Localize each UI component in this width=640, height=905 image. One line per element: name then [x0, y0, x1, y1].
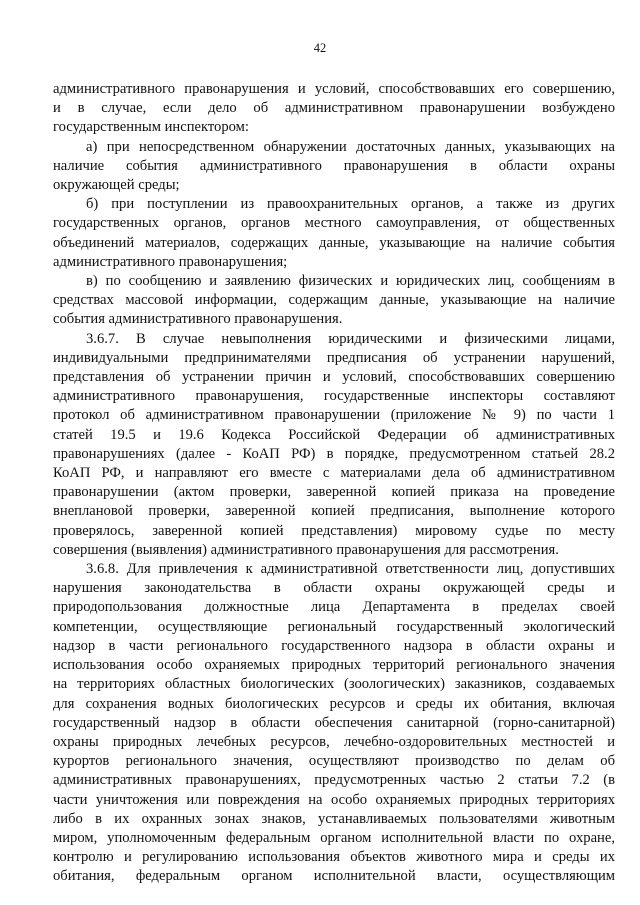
text-line: события административного правонарушения.: [53, 311, 343, 328]
text-line: компетенции, осуществляющие региональный государственный экологический: [53, 618, 615, 635]
text-line: внеплановой проверки, заверенной копией предписания, выполнение которого: [53, 503, 615, 520]
text-line: в) по сообщению и заявлению физических и юридических лиц, сообщениям в: [86, 273, 615, 290]
text-line: административного правонарушения, государственные инспекторы составляют: [53, 388, 615, 405]
text-line: совершения (выявления) административного правонарушения для рассмотрения.: [53, 541, 559, 558]
text-line: части уничтожения или повреждения на особо охраняемых природных территориях: [53, 791, 615, 808]
text-line: надзор в части регионального государственного надзора в области охраны и: [53, 637, 615, 654]
paragraph: [53, 272, 615, 330]
text-line: на территориях областных биологических (зоологических) заказников, создаваемых: [53, 676, 615, 693]
text-line: протокол об административном правонарушении (приложение № 9) по части 1: [53, 407, 615, 424]
text-line: природопользования должностные лица Департамента в пределах своей: [53, 599, 615, 616]
text-line: либо в их охранных зонах знаков, устанавливаемых пользователями животным: [53, 810, 615, 827]
text-line: и в случае, если дело об административном правонарушении возбуждено: [53, 100, 615, 117]
text-line: индивидуальными предпринимателями предписания об устранении нарушений,: [53, 349, 615, 366]
paragraph: [53, 80, 615, 138]
text-line: использования особо охраняемых природных территорий регионального значения: [53, 657, 615, 674]
text-line: 3.6.8. Для привлечения к административной ответственности лиц, допустивших: [86, 561, 615, 578]
text-line: административных правонарушениях, предусмотренных частью 2 статьи 7.2 (в: [53, 772, 615, 789]
text-line: КоАП РФ, и направляют его вместе с материалами дела об административном: [53, 465, 615, 482]
text-line: нарушения законодательства в области охраны окружающей среды и: [53, 580, 615, 597]
text-line: для сохранения водных биологических ресурсов и среды их обитания, включая: [53, 695, 615, 712]
text-line: а) при непосредственном обнаружении достаточных данных, указывающих на: [86, 138, 615, 155]
text-line: наличие события административного правонарушения в области охраны: [53, 157, 615, 174]
paragraph: [53, 138, 615, 196]
text-line: государственным инспектором:: [53, 119, 249, 136]
text-line: административного правонарушения и условий, способствовавших его совершению,: [53, 81, 615, 97]
page-number: 42: [313, 41, 327, 55]
text-line: объединений материалов, содержащих данные, указывающие на наличие события: [53, 234, 615, 251]
paragraph: [53, 330, 615, 560]
text-line: правонарушении (актом проверки, заверенной копией приказа на проведение: [53, 484, 615, 501]
text-line: охраны природных лечебных ресурсов, лечебно-оздоровительных местностей и: [53, 733, 615, 750]
text-line: проверялось, заверенной копией представления) мировому судье по месту: [53, 522, 615, 539]
text-line: миром, уполномоченным федеральным органом исполнительной власти по охране,: [53, 829, 615, 846]
text-line: окружающей среды;: [53, 177, 180, 194]
paragraph: [53, 560, 615, 886]
text-line: статей 19.5 и 19.6 Кодекса Российской Федерации об административных: [53, 426, 615, 443]
document-body: [53, 80, 615, 887]
text-line: правонарушениях (далее - КоАП РФ) в порядке, предусмотренном статьей 28.2: [53, 445, 615, 462]
paragraph: [53, 195, 615, 272]
text-line: административного правонарушения;: [53, 253, 288, 270]
text-line: курортов регионального значения, осуществляют производство по делам об: [53, 753, 615, 770]
text-line: контролю и регулированию использования объектов животного мира и среды их: [53, 849, 615, 866]
text-line: 3.6.7. В случае невыполнения юридическими и физическими лицами,: [86, 330, 615, 347]
text-line: обитания, федеральным органом исполнительной власти, осуществляющим: [53, 868, 615, 885]
text-line: представления об устранении причин и условий, способствовавших совершению: [53, 369, 615, 386]
text-line: б) при поступлении из правоохранительных органов, а также из других: [86, 196, 615, 213]
text-line: государственных органов, органов местного самоуправления, от общественных: [53, 215, 615, 232]
text-line: государственный надзор в области обеспечения санитарной (горно-санитарной): [53, 714, 615, 731]
text-line: средствах массовой информации, содержащим данные, указывающие на наличие: [53, 292, 615, 309]
